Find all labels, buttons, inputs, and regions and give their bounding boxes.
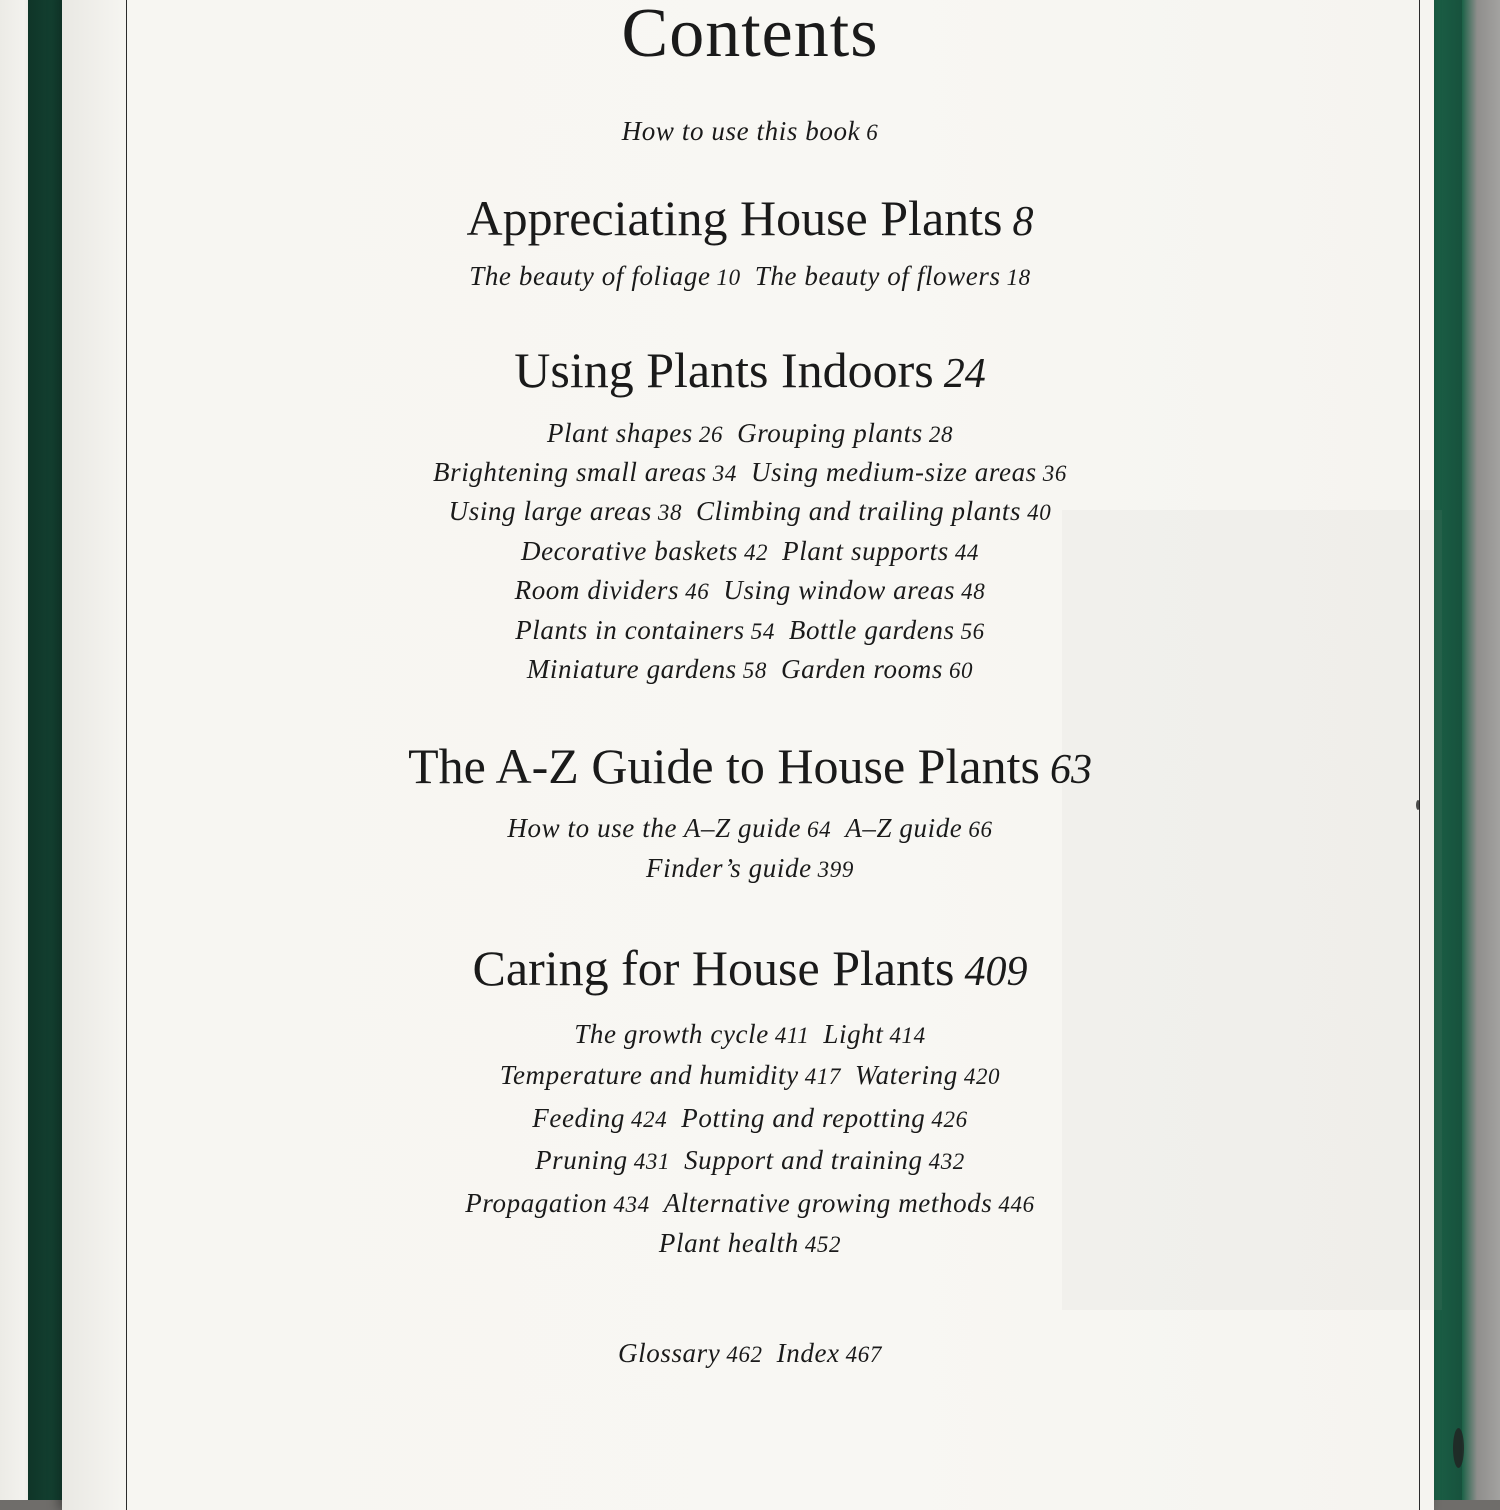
- section-heading[interactable]: Using Plants Indoors 24: [514, 342, 986, 398]
- page-title: Contents: [621, 0, 879, 72]
- toc-entry[interactable]: Temperature and humidity 417: [499, 1060, 842, 1090]
- toc-entry[interactable]: Using large areas 38: [448, 496, 683, 526]
- toc-entry[interactable]: Room dividers 46: [514, 575, 710, 605]
- toc-entry[interactable]: Bottle gardens 56: [788, 615, 985, 645]
- toc-line: [130, 652, 1370, 688]
- toc-entry[interactable]: Support and training 432: [684, 1145, 965, 1175]
- toc-entry[interactable]: Using medium-size areas 36: [751, 457, 1067, 487]
- toc-line: [130, 259, 1370, 295]
- toc-entry[interactable]: Propagation 434: [465, 1188, 650, 1218]
- section-heading[interactable]: Appreciating House Plants 8: [466, 190, 1034, 246]
- toc-line: [130, 1226, 1370, 1262]
- toc-line: [130, 1058, 1370, 1094]
- toc-entry[interactable]: Finder’s guide 399: [646, 853, 854, 883]
- toc-entry[interactable]: Alternative growing methods 446: [663, 1188, 1035, 1218]
- toc-line: [130, 1017, 1370, 1053]
- toc-line: [130, 534, 1370, 570]
- toc-entry[interactable]: Pruning 431: [535, 1145, 671, 1175]
- table-surface: [1462, 0, 1500, 1500]
- toc-line: [130, 1101, 1370, 1137]
- toc-entry[interactable]: Plants in containers 54: [515, 615, 775, 645]
- toc-line: [130, 494, 1370, 530]
- toc-entry[interactable]: Index 467: [776, 1338, 882, 1368]
- cover-wear-mark: [1416, 800, 1420, 810]
- toc-entry[interactable]: Plant shapes 26: [546, 418, 724, 448]
- toc-entry[interactable]: Light 414: [823, 1019, 926, 1049]
- cover-wear-mark: [1453, 1428, 1464, 1468]
- toc-entry[interactable]: A–Z guide 66: [845, 813, 993, 843]
- toc-line: [130, 613, 1370, 649]
- toc-entry[interactable]: Plant health 452: [658, 1228, 842, 1258]
- toc-entry[interactable]: Brightening small areas 34: [433, 457, 737, 487]
- toc-line: [130, 811, 1370, 847]
- toc-entry[interactable]: Miniature gardens 58: [526, 654, 767, 684]
- toc-line: [130, 1186, 1370, 1222]
- toc-entry[interactable]: Potting and repotting 426: [681, 1103, 968, 1133]
- toc-line: [130, 455, 1370, 491]
- toc-intro-line: [130, 114, 1370, 150]
- toc-entry[interactable]: Decorative baskets 42: [520, 536, 769, 566]
- section-heading[interactable]: Caring for House Plants 409: [472, 940, 1028, 996]
- toc-entry[interactable]: Watering 420: [855, 1060, 1001, 1090]
- toc-line: [130, 416, 1370, 452]
- toc-entry[interactable]: Grouping plants 28: [737, 418, 954, 448]
- toc-entry[interactable]: Glossary 462: [618, 1338, 763, 1368]
- toc-entry[interactable]: The growth cycle 411: [574, 1019, 810, 1049]
- toc-line: [130, 573, 1370, 609]
- toc-entry[interactable]: Climbing and trailing plants 40: [696, 496, 1052, 526]
- toc-entry[interactable]: Plant supports 44: [782, 536, 980, 566]
- toc-entry[interactable]: How to use the A–Z guide 64: [507, 813, 832, 843]
- toc-entry[interactable]: Garden rooms 60: [780, 654, 974, 684]
- toc-entry[interactable]: How to use this book 6: [621, 116, 879, 146]
- toc-entry[interactable]: The beauty of foliage 10: [469, 261, 741, 291]
- toc-entry[interactable]: Using window areas 48: [723, 575, 986, 605]
- toc-line: [130, 1143, 1370, 1179]
- toc-back-matter: [130, 1336, 1370, 1372]
- toc-line: [130, 851, 1370, 887]
- toc-entry[interactable]: The beauty of flowers 18: [754, 261, 1031, 291]
- toc-entry[interactable]: Feeding 424: [532, 1103, 668, 1133]
- section-heading[interactable]: The A-Z Guide to House Plants 63: [408, 738, 1092, 794]
